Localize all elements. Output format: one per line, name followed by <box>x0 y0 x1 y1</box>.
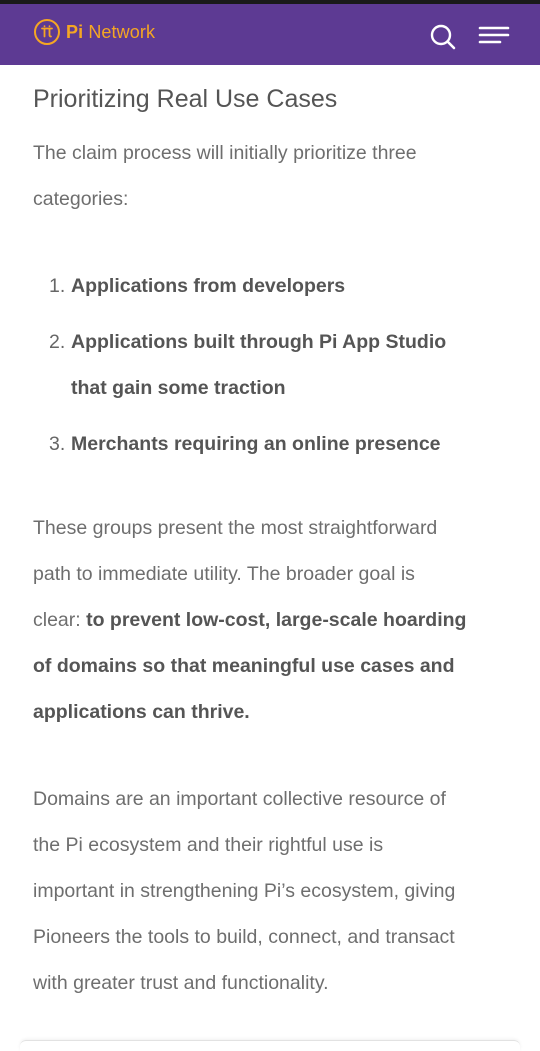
pi-logo-icon <box>34 19 60 45</box>
article-heading: Prioritizing Real Use Cases <box>33 85 338 113</box>
goal-line-5-bold: applications can thrive. <box>33 701 250 723</box>
intro-line-2: categories: <box>33 188 129 210</box>
domains-line-5: with greater trust and functionality. <box>33 972 329 994</box>
pi-network-logo[interactable] <box>34 19 155 45</box>
goal-line-1: These groups present the most straightforward <box>33 517 438 539</box>
goal-paragraph <box>33 505 511 735</box>
domains-line-1: Domains are an important collective resource of <box>33 788 446 810</box>
domains-line-3: important in strengthening Pi’s ecosystem, giving <box>33 880 456 902</box>
domains-line-2: the Pi ecosystem and their rightful use is <box>33 834 384 856</box>
list-item-text: Applications from developers <box>71 275 346 297</box>
list-item-number: 1. <box>49 275 66 297</box>
goal-line-4-bold: of domains so that meaningful use cases and <box>33 655 455 677</box>
list-item-number: 3. <box>49 433 66 455</box>
list-item <box>49 319 499 411</box>
goal-line-2: path to immediate utility. The broader goal is <box>33 563 415 585</box>
logo-text-network: Network <box>88 21 156 42</box>
domains-line-4: Pioneers the tools to build, connect, and transact <box>33 926 455 948</box>
search-icon <box>428 22 458 52</box>
search-button[interactable] <box>428 22 458 52</box>
list-item-text: Applications built through Pi App Studio <box>71 331 447 353</box>
logo-text-pi: Pi <box>66 21 84 42</box>
domains-paragraph <box>33 776 511 1006</box>
logo-text <box>66 22 155 43</box>
goal-line-3-plain: clear: <box>33 609 87 631</box>
hamburger-menu-icon <box>478 24 510 50</box>
intro-line-1: The claim process will initially prioritize three <box>33 142 417 164</box>
list-item <box>49 421 499 467</box>
list-item-text: Merchants requiring an online presence <box>71 433 441 455</box>
list-item <box>49 263 499 309</box>
site-header <box>0 4 540 65</box>
list-item-number: 2. <box>49 331 66 353</box>
intro-paragraph <box>33 130 511 222</box>
menu-button[interactable] <box>478 24 510 50</box>
list-item-text-continued: that gain some traction <box>71 377 286 399</box>
goal-line-3-bold: to prevent low-cost, large-scale hoarding <box>86 609 467 631</box>
